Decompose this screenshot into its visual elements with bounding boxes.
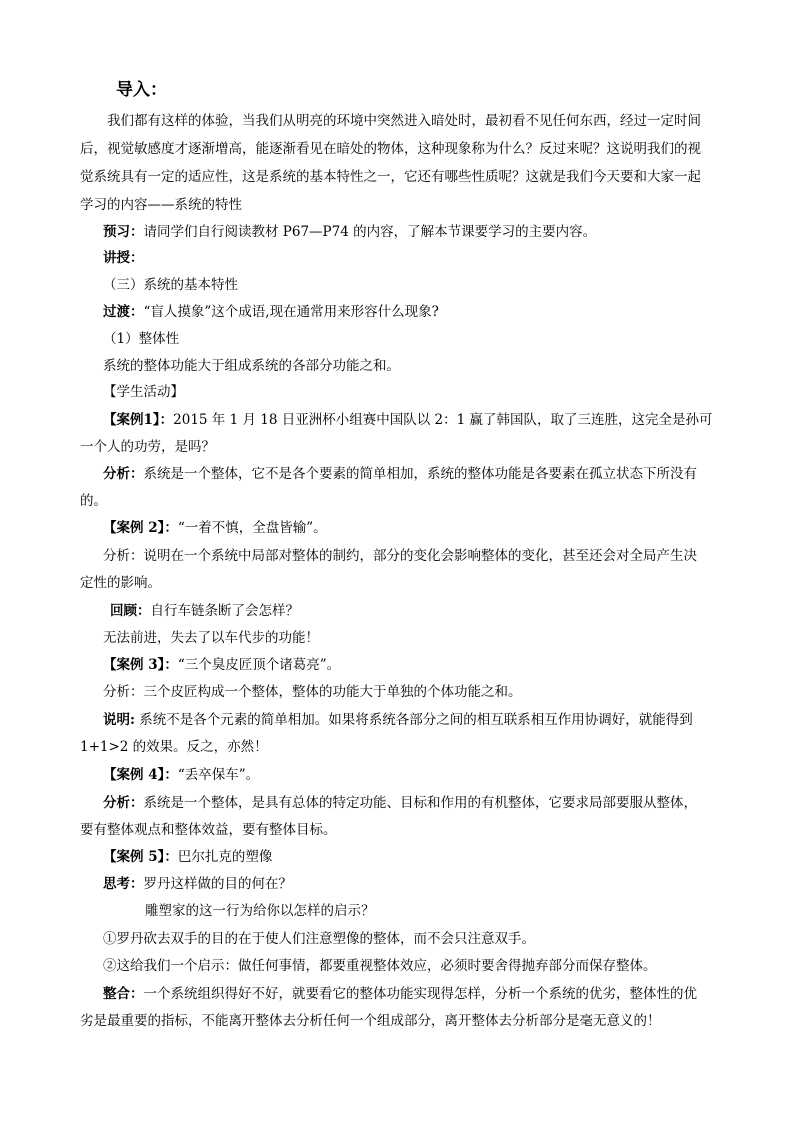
- case2-label: 【案例 2】：: [103, 520, 178, 536]
- case1-line-1: 2015 年 1 月 18 日亚洲杯小组赛中国队以 2：1 赢了韩国队，取了三连胜，这完全是孙可: [173, 412, 713, 428]
- explain-line-2: 1+1>2 的效果。反之，亦然！: [80, 739, 268, 755]
- case4-label: 【案例 4】：: [103, 767, 178, 783]
- explain-label: 说明:: [103, 712, 135, 728]
- explain-line-1: 系统不是各个元素的简单相加。如果将系统各部分之间的相互联系相互作用协调好，就能得到: [134, 712, 693, 728]
- section-title: （三）系统的基本特性: [103, 277, 238, 293]
- think-question-1: 罗丹这样做的目的何在？: [143, 876, 292, 892]
- review-label: 回顾：: [110, 603, 151, 619]
- case5-text: 巴尔扎克的塑像: [177, 849, 273, 865]
- review-text: 自行车链条断了会怎样？: [150, 603, 299, 619]
- case5-label: 【案例 5】：: [103, 849, 178, 865]
- intro-line-4: 学习的内容——系统的特性: [80, 197, 242, 213]
- case2-text: “一着不慎，全盘皆输”。: [177, 520, 327, 536]
- summary-line-1: 一个系统组织得好不好，就要看它的整体功能实现得怎样，分析一个系统的优劣，整体性的优: [143, 986, 697, 1002]
- preview-paragraph: [103, 222, 596, 242]
- answer-2: ②这给我们一个启示：做任何事情，都要重视整体效应，必须时要舍得抛弃部分而保存整体。: [103, 958, 657, 974]
- case4-paragraph: [103, 765, 259, 785]
- analysis4-line-1: 系统是一个整体，是具有总体的特定功能、目标和作用的有机整体，它要求局部要服从整体，: [143, 795, 697, 811]
- summary-paragraph: [103, 984, 697, 1004]
- answer-1: ①罗丹砍去双手的目的在于使人们注意塑像的整体，而不会只注意双手。: [103, 931, 535, 947]
- transition-label: 过渡：: [103, 304, 144, 320]
- case3-paragraph: [103, 655, 340, 675]
- analysis1-line-1: 系统是一个整体，它不是各个要素的简单相加，系统的整体功能是各要素在孤立状态下所没有: [143, 466, 697, 482]
- think-question-2: 雕塑家的这一行为给你以怎样的启示？: [145, 903, 375, 919]
- explain-paragraph: [103, 710, 693, 730]
- case4-text: “丢卒保车”。: [177, 767, 260, 783]
- analysis1-label: 分析：: [103, 466, 144, 482]
- subsection-title: （1）整体性: [103, 331, 180, 347]
- analysis4-line-2: 要有整体观点和整体效益，要有整体目标。: [80, 822, 337, 838]
- summary-line-2: 劣是最重要的指标，不能离开整体去分析任何一个组成部分，离开整体去分析部分是毫无意义的！: [80, 1013, 661, 1029]
- analysis1-paragraph: [103, 464, 697, 484]
- case3-text: “三个臭皮匠顶个诸葛亮”。: [177, 657, 341, 673]
- preview-label: 预习：: [103, 224, 144, 240]
- analysis4-paragraph: [103, 793, 697, 813]
- case1-line-2: 一个人的功劳，是吗？: [80, 439, 215, 455]
- case2-paragraph: [103, 518, 327, 538]
- intro-line-3: 觉系统具有一定的适应性，这是系统的基本特性之一，它还有哪些性质呢？这就是我们今天要和大家一起: [80, 169, 701, 185]
- think-label: 思考：: [103, 876, 144, 892]
- summary-label: 整合：: [103, 986, 144, 1002]
- case1-label: 【案例1】：: [103, 412, 174, 428]
- intro-line-1: 我们都有这样的体验，当我们从明亮的环境中突然进入暗处时，最初看不见任何东西，经过一定时间: [107, 113, 701, 129]
- case5-paragraph: [103, 847, 272, 867]
- heading-intro: 导入：: [116, 80, 167, 100]
- analysis2-line-1: 分析：说明在一个系统中局部对整体的制约，部分的变化会影响整体的变化，甚至还会对全局产生决: [103, 548, 697, 564]
- think-paragraph: [103, 874, 292, 894]
- analysis2-line-2: 定性的影响。: [80, 575, 161, 591]
- transition-text: “盲人摸象”这个成语,现在通常用来形容什么现象?: [143, 304, 439, 320]
- case1-paragraph: [103, 410, 713, 430]
- analysis4-label: 分析：: [103, 795, 144, 811]
- student-activity-label: 【学生活动】: [103, 384, 184, 400]
- definition-text: 系统的整体功能大于组成系统的各部分功能之和。: [103, 358, 400, 374]
- review-answer: 无法前进，失去了以车代步的功能！: [103, 630, 319, 646]
- analysis3-text: 分析：三个皮匠构成一个整体，整体的功能大于单独的个体功能之和。: [103, 684, 522, 700]
- analysis1-line-2: 的。: [80, 493, 107, 509]
- preview-text: 请同学们自行阅读教材 P67—P74 的内容，了解本节课要学习的主要内容。: [143, 224, 597, 240]
- lecture-label: 讲授：: [103, 250, 144, 266]
- case3-label: 【案例 3】：: [103, 657, 178, 673]
- review-paragraph: [110, 601, 299, 621]
- intro-line-2: 后，视觉敏感度才逐渐增高，能逐渐看见在暗处的物体，这种现象称为什么？反过来呢？这说明我们的视: [80, 141, 701, 157]
- transition-paragraph: [103, 302, 439, 322]
